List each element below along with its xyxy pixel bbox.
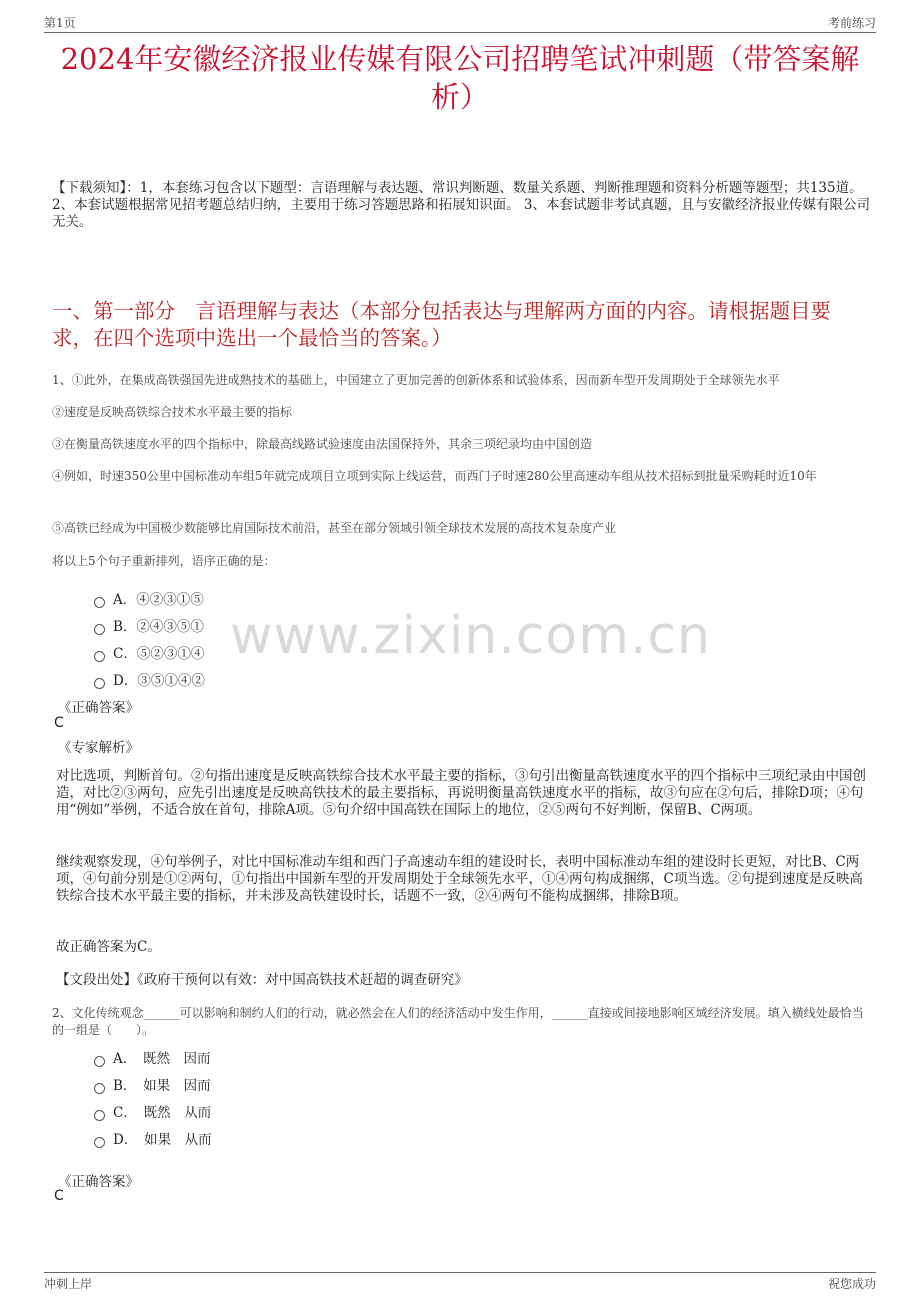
section-heading: 一、第一部分 言语理解与表达（本部分包括表达与理解两方面的内容。请根据题目要求，在四个选项中选出一个最恰当的答案。） [52,299,831,350]
q1-sentence-5: ⑤高铁已经成为中国极少数能够比肩国际技术前沿，甚至在部分领域引领全球技术发展的高技术复杂度产业 [52,521,617,535]
q2-option-d[interactable]: D． 如果 从而 [94,1128,212,1148]
q2-option-a[interactable]: A． 既然 因而 [94,1047,211,1067]
header-label: 考前练习 [827,16,876,30]
q1-source: 【文段出处】《政府干预何以有效：对中国高铁技术赶超的调查研究》 [56,972,468,988]
page-header [44,14,876,33]
radio-icon[interactable] [94,651,105,662]
q1-analysis-paragraph-2: 继续观察发现，④句举例子，对比中国标准动车组和西门子高速动车组的建设时长，表明中国标准动车组的建设时长更短，对比B、C两项，④句前分别是①②两句，①句指出中国新车型的开发周期处于全球领先水平，①④两句构成捆绑，C项当选。②句提到速度是反映高铁综合技术水平最主要的指标，并未涉及高铁建设时长，话题不一致，②④两句不能构成捆绑，排除B项。 [56,854,863,904]
radio-icon[interactable] [94,1083,105,1094]
q1-option-a[interactable]: A．④②③①⑤ [94,588,204,608]
q1-option-c[interactable]: C．⑤②③①④ [94,642,204,662]
page-footer [44,1272,876,1293]
q1-analysis-paragraph-1: 对比选项，判断首句。②句指出速度是反映高铁综合技术水平最主要的指标，③句引出衡量高铁速度水平的四个指标中三项纪录由中国创造，对比②③两句，应先引出速度是反映高铁技术的最主要指标，再说明衡量高铁速度水平的指标，故③句应在②句后，排除D项；④句用“例如”举例，不适合放在首句，排除A项。⑤句介绍中国高铁在国际上的地位，②⑤两句不好判断，保留B、C两项。 [56,768,866,818]
radio-icon[interactable] [94,1137,105,1148]
q1-analysis-paragraph-3: 故正确答案为C。 [56,939,161,955]
q1-sentence-4: ④例如，时速350公里中国标准动车组5年就完成项目立项到实际上线运营，而西门子时速280公里高速动车组从技术招标到批量采购耗时近10年 [52,469,817,483]
footer-right: 祝您成功 [827,1277,876,1291]
q2-option-c[interactable]: C． 既然 从而 [94,1101,211,1121]
radio-icon[interactable] [94,624,105,635]
q1-sentence-3: ③在衡量高铁速度水平的四个指标中，除最高线路试验速度由法国保持外，其余三项纪录均由中国创造 [52,437,593,451]
q1-option-d[interactable]: D．③⑤①④② [94,669,205,689]
radio-icon[interactable] [94,678,105,689]
q1-answer-label: 《正确答案》 [58,700,139,716]
document-title: 2024年安徽经济报业传媒有限公司招聘笔试冲刺题（带答案解析） [60,42,860,114]
radio-icon[interactable] [94,597,105,608]
q1-option-b[interactable]: B．②④③⑤① [94,615,204,635]
q2-answer: C [54,1188,64,1204]
q2-answer-label: 《正确答案》 [58,1174,139,1190]
footer-left: 冲刺上岸 [44,1277,93,1291]
watermark: www.zixin.com.cn [230,606,711,666]
q2-text: 2、文化传统观念______可以影响和制约人们的行动，就必然会在人们的经济活动中发生作用，______直接或间接地影响区域经济发展。填入横线处最恰当的一组是（ ）。 [52,1006,864,1037]
page-number: 第1页 [44,16,76,30]
radio-icon[interactable] [94,1056,105,1067]
q1-analysis-label: 《专家解析》 [58,740,139,756]
q1-sentence-2: ②速度是反映高铁综合技术水平最主要的指标 [52,405,293,419]
download-notice: 【下载须知】：1，本套练习包含以下题型：言语理解与表达题、常识判断题、数量关系题、判断推理题和资料分析题等题型；共135道。 2、本套试题根据常见招考题总结归纳，主要用于练习答题思路和拓展知识面。 3、本套试题非考试真题，且与安徽经济报业传媒有限公司无关。 [52,180,870,230]
q1-sentence-1: 1、①此外，在集成高铁强国先进成熟技术的基础上，中国建立了更加完善的创新体系和试验体系，因而新车型开发周期处于全球领先水平 [52,373,780,387]
q1-prompt: 将以上5个句子重新排列，语序正确的是： [52,554,276,568]
radio-icon[interactable] [94,1110,105,1121]
q1-answer: C [54,715,64,731]
q2-option-b[interactable]: B． 如果 因而 [94,1074,211,1094]
